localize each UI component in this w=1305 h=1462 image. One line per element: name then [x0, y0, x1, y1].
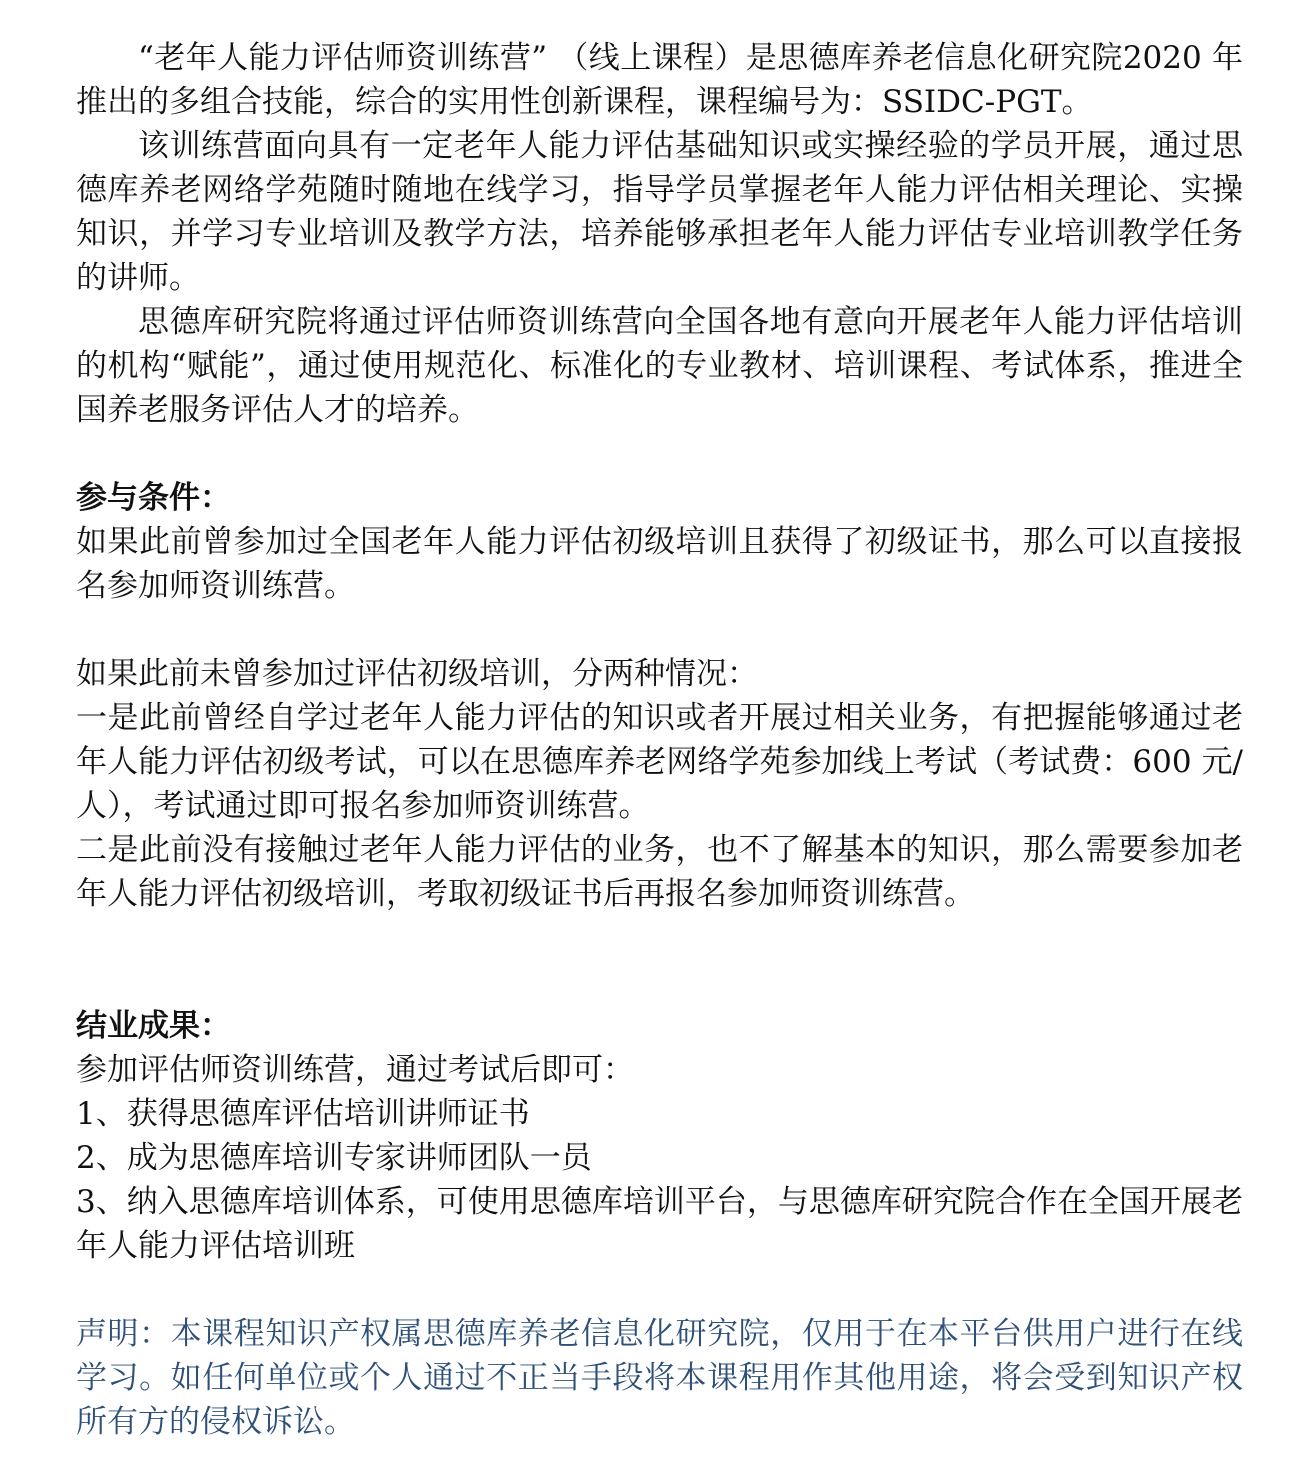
spacer: [76, 432, 1243, 476]
conditions-case-one: 一是此前曾经自学过老年人能力评估的知识或者开展过相关业务，有把握能够通过老年人能力评估初级考试，可以在思德库养老网络学苑参加线上考试（考试费：600 元/人），考试通过即可报名参加师资训练营。: [76, 700, 1243, 824]
spacer: [76, 916, 1243, 1004]
spacer: [76, 1268, 1243, 1312]
conditions-case-two: 二是此前没有接触过老年人能力评估的业务，也不了解基本的知识，那么需要参加老年人能力评估初级培训，考取初级证书后再报名参加师资训练营。: [76, 832, 1243, 912]
intro-paragraph-3: 思德库研究院将通过评估师资训练营向全国各地有意向开展老年人能力评估培训的机构“赋能”，通过使用规范化、标准化的专业教材、培训课程、考试体系，推进全国养老服务评估人才的培养。: [76, 304, 1243, 428]
intro-paragraph-2: 该训练营面向具有一定老年人能力评估基础知识或实操经验的学员开展，通过思德库养老网络学苑随时随地在线学习，指导学员掌握老年人能力评估相关理论、实操知识，并学习专业培训及教学方法，培养能够承担老年人能力评估专业培训教学任务的讲师。: [76, 128, 1243, 296]
results-item-1: 1、获得思德库评估培训讲师证书: [76, 1096, 530, 1132]
results-item-3: 3、纳入思德库培训体系，可使用思德库培训平台，与思德库研究院合作在全国开展老年人能力评估培训班: [76, 1184, 1243, 1264]
results-intro: 参加评估师资训练营，通过考试后即可：: [76, 1052, 634, 1088]
intro-paragraph-1: “老年人能力评估师资训练营” （线上课程）是思德库养老信息化研究院2020 年推出的多组合技能，综合的实用性创新课程，课程编号为：SSIDC-PGT。: [76, 40, 1243, 120]
results-heading: 结业成果：: [76, 1008, 231, 1044]
conditions-heading: 参与条件：: [76, 480, 231, 516]
copyright-notice: 声明：本课程知识产权属思德库养老信息化研究院，仅用于在本平台供用户进行在线学习。如任何单位或个人通过不正当手段将本课程用作其他用途，将会受到知识产权所有方的侵权诉讼。: [76, 1316, 1243, 1440]
conditions-with-certificate: 如果此前曾参加过全国老年人能力评估初级培训且获得了初级证书，那么可以直接报名参加师资训练营。: [76, 524, 1243, 604]
spacer: [76, 608, 1243, 652]
conditions-without-certificate-intro: 如果此前未曾参加过评估初级培训，分两种情况：: [76, 656, 758, 692]
results-item-2: 2、成为思德库培训专家讲师团队一员: [76, 1140, 592, 1176]
